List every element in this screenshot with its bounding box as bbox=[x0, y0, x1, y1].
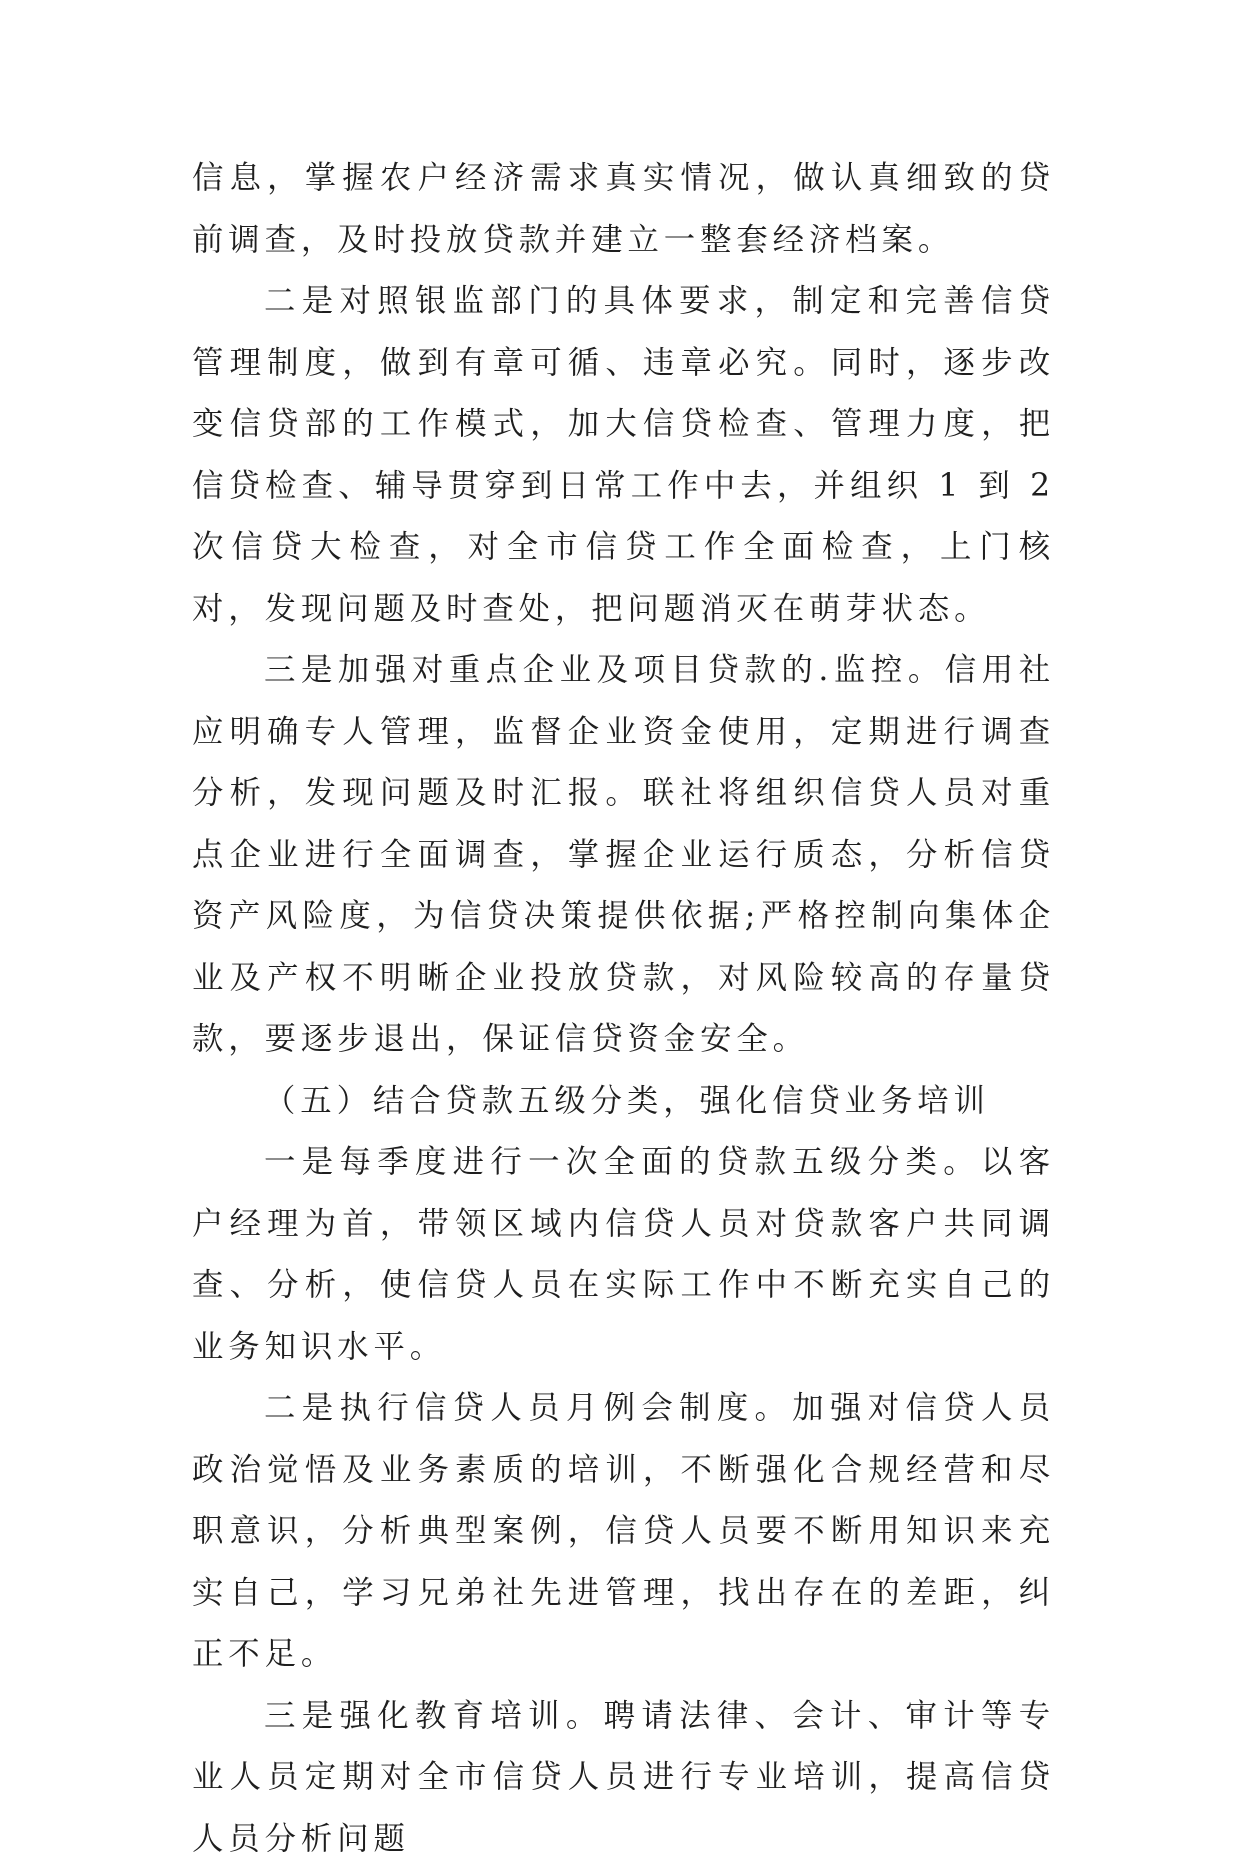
section-heading-five: （五）结合贷款五级分类，强化信贷业务培训 bbox=[192, 1071, 1055, 1133]
paragraph-key-enterprise-monitoring: 三是加强对重点企业及项目贷款的.监控。信用社应明确专人管理，监督企业资金使用，定期进行调查分析，发现问题及时汇报。联社将组织信贷人员对重点企业进行全面调查，掌握企业运行质态，分析信贷资产风险度，为信贷决策提供依据;严格控制向集体企业及产权不明晰企业投放贷款，对风险较高的存量贷款，要逐步退出，保证信贷资金安全。 bbox=[192, 640, 1055, 1071]
document-body bbox=[192, 148, 1055, 1870]
paragraph-education-training: 三是强化教育培训。聘请法律、会计、审计等专业人员定期对全市信贷人员进行专业培训，提高信贷人员分析问题 bbox=[192, 1686, 1055, 1870]
paragraph-credit-management-system: 二是对照银监部门的具体要求，制定和完善信贷管理制度，做到有章可循、违章必究。同时，逐步改变信贷部的工作模式，加大信贷检查、管理力度，把信贷检查、辅导贯穿到日常工作中去，并组织 1 到 2 次信贷大检查，对全市信贷工作全面检查，上门核对，发现问题及时查处，把问题消灭在萌芽状态。 bbox=[192, 271, 1055, 640]
paragraph-continued: 信息，掌握农户经济需求真实情况，做认真细致的贷前调查，及时投放贷款并建立一整套经济档案。 bbox=[192, 148, 1055, 271]
paragraph-five-level-classification: 一是每季度进行一次全面的贷款五级分类。以客户经理为首，带领区域内信贷人员对贷款客户共同调查、分析，使信贷人员在实际工作中不断充实自己的业务知识水平。 bbox=[192, 1132, 1055, 1378]
paragraph-monthly-meeting: 二是执行信贷人员月例会制度。加强对信贷人员政治觉悟及业务素质的培训，不断强化合规经营和尽职意识，分析典型案例，信贷人员要不断用知识来充实自己，学习兄弟社先进管理，找出存在的差距，纠正不足。 bbox=[192, 1378, 1055, 1686]
